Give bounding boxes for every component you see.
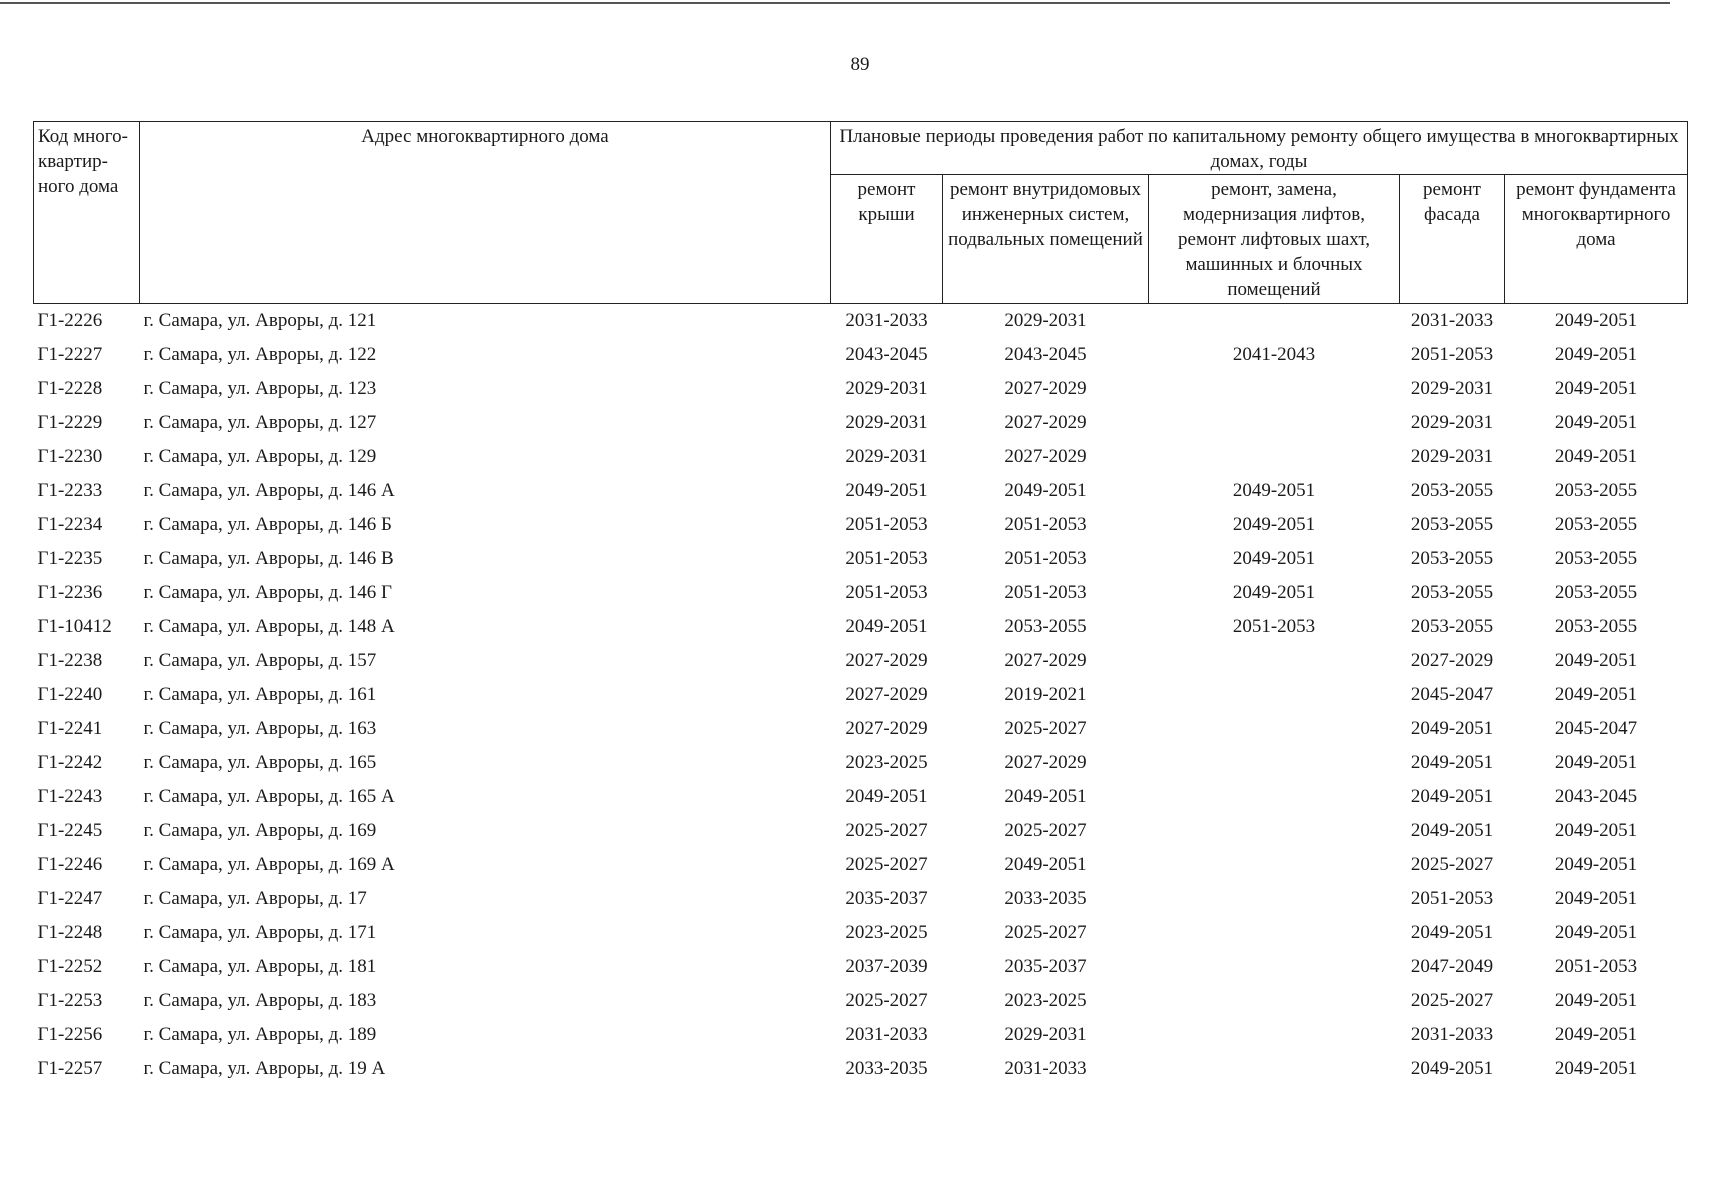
- cell-lifts: [1149, 746, 1400, 780]
- cell-lifts: [1149, 712, 1400, 746]
- cell-lifts: [1149, 1018, 1400, 1052]
- cell-address: г. Самара, ул. Авроры, д. 122: [143, 344, 377, 365]
- table-row: [34, 780, 1688, 814]
- cell-lifts: [1149, 1052, 1400, 1086]
- cell-lifts: [1149, 406, 1400, 440]
- cell-foundation: 2049-2051: [1554, 446, 1638, 467]
- cell-foundation: 2049-2051: [1554, 650, 1638, 671]
- cell-foundation: 2049-2051: [1554, 820, 1638, 841]
- cell-address: г. Самара, ул. Авроры, д. 148 А: [143, 616, 395, 637]
- cell-facade: 2049-2051: [1410, 786, 1494, 807]
- table-row: [34, 610, 1688, 644]
- cell-lifts: [1149, 372, 1400, 406]
- cell-engineering: 2029-2031: [1004, 1024, 1087, 1045]
- cell-address: г. Самара, ул. Авроры, д. 127: [143, 412, 377, 433]
- table-body: [34, 304, 1688, 1087]
- cell-foundation: 2051-2053: [1554, 956, 1638, 977]
- cell-facade: 2049-2051: [1410, 820, 1494, 841]
- cell-foundation: 2049-2051: [1554, 922, 1638, 943]
- cell-foundation: 2053-2055: [1554, 548, 1638, 569]
- cell-code: Г1-2229: [37, 412, 103, 433]
- cell-lifts: [1149, 984, 1400, 1018]
- cell-facade: 2031-2033: [1410, 310, 1494, 331]
- table-row: [34, 474, 1688, 508]
- cell-engineering: 2049-2051: [1004, 480, 1087, 501]
- cell-roof: 2029-2031: [845, 446, 928, 467]
- cell-roof: 2035-2037: [845, 888, 928, 909]
- table-row: [34, 576, 1688, 610]
- cell-facade: 2047-2049: [1410, 956, 1494, 977]
- cell-address: г. Самара, ул. Авроры, д. 146 В: [143, 548, 394, 569]
- cell-address: г. Самара, ул. Авроры, д. 165: [143, 752, 377, 773]
- cell-code: Г1-2228: [37, 378, 103, 399]
- cell-code: Г1-2230: [37, 446, 103, 467]
- cell-engineering: 2027-2029: [1004, 752, 1087, 773]
- cell-facade: 2049-2051: [1410, 1058, 1494, 1079]
- cell-engineering: 2049-2051: [1004, 786, 1087, 807]
- table-header: [34, 122, 1688, 304]
- cell-address: г. Самара, ул. Авроры, д. 189: [143, 1024, 377, 1045]
- table-row: [34, 678, 1688, 712]
- cell-address: г. Самара, ул. Авроры, д. 171: [143, 922, 377, 943]
- table-row: [34, 814, 1688, 848]
- cell-code: Г1-2227: [37, 344, 103, 365]
- cell-code: Г1-2247: [37, 888, 103, 909]
- cell-roof: 2023-2025: [845, 752, 928, 773]
- cell-lifts: [1149, 882, 1400, 916]
- cell-facade: 2049-2051: [1410, 922, 1494, 943]
- cell-foundation: 2049-2051: [1554, 310, 1638, 331]
- cell-roof: 2025-2027: [845, 854, 928, 875]
- cell-foundation: 2049-2051: [1554, 378, 1638, 399]
- cell-code: Г1-2242: [37, 752, 103, 773]
- cell-lifts: 2049-2051: [1232, 514, 1316, 535]
- cell-foundation: 2045-2047: [1554, 718, 1638, 739]
- cell-lifts: [1149, 678, 1400, 712]
- header-engineering: ремонт внутридомовых инженерных систем, подвальных помещений: [943, 175, 1149, 304]
- cell-roof: 2029-2031: [845, 412, 928, 433]
- cell-lifts: [1149, 848, 1400, 882]
- cell-foundation: 2049-2051: [1554, 412, 1638, 433]
- cell-lifts: [1149, 644, 1400, 678]
- cell-facade: 2053-2055: [1410, 548, 1494, 569]
- cell-foundation: 2049-2051: [1554, 990, 1638, 1011]
- cell-roof: 2027-2029: [845, 650, 928, 671]
- cell-roof: 2025-2027: [845, 820, 928, 841]
- page-number: 89: [850, 54, 870, 75]
- cell-code: Г1-2253: [37, 990, 103, 1011]
- cell-facade: 2029-2031: [1410, 446, 1494, 467]
- cell-roof: 2049-2051: [845, 786, 928, 807]
- cell-foundation: 2049-2051: [1554, 752, 1638, 773]
- cell-foundation: 2049-2051: [1554, 684, 1638, 705]
- cell-roof: 2031-2033: [845, 310, 928, 331]
- cell-roof: 2049-2051: [845, 616, 928, 637]
- cell-facade: 2049-2051: [1410, 718, 1494, 739]
- cell-address: г. Самара, ул. Авроры, д. 123: [143, 378, 377, 399]
- cell-foundation: 2049-2051: [1554, 344, 1638, 365]
- cell-roof: 2051-2053: [845, 582, 928, 603]
- cell-engineering: 2031-2033: [1004, 1058, 1087, 1079]
- cell-code: Г1-2248: [37, 922, 103, 943]
- table-row: [34, 440, 1688, 474]
- cell-code: Г1-2245: [37, 820, 103, 841]
- header-roof: ремонт крыши: [831, 175, 943, 304]
- cell-engineering: 2025-2027: [1004, 820, 1087, 841]
- cell-facade: 2025-2027: [1410, 854, 1494, 875]
- cell-address: г. Самара, ул. Авроры, д. 129: [143, 446, 377, 467]
- cell-roof: 2049-2051: [845, 480, 928, 501]
- cell-code: Г1-2246: [37, 854, 103, 875]
- cell-code: Г1-2234: [37, 514, 103, 535]
- cell-engineering: 2025-2027: [1004, 922, 1087, 943]
- table-row: [34, 338, 1688, 372]
- cell-engineering: 2019-2021: [1004, 684, 1087, 705]
- cell-engineering: 2025-2027: [1004, 718, 1087, 739]
- cell-roof: 2025-2027: [845, 990, 928, 1011]
- cell-facade: 2025-2027: [1410, 990, 1494, 1011]
- cell-roof: 2037-2039: [845, 956, 928, 977]
- cell-foundation: 2053-2055: [1554, 582, 1638, 603]
- cell-lifts: [1149, 440, 1400, 474]
- cell-address: г. Самара, ул. Авроры, д. 169 А: [143, 854, 395, 875]
- table-row: [34, 406, 1688, 440]
- cell-code: Г1-10412: [37, 616, 112, 637]
- table-row: [34, 372, 1688, 406]
- cell-foundation: 2053-2055: [1554, 480, 1638, 501]
- cell-engineering: 2027-2029: [1004, 412, 1087, 433]
- header-foundation: ремонт фундамента многоквартирного дома: [1505, 175, 1688, 304]
- cell-engineering: 2023-2025: [1004, 990, 1087, 1011]
- header-code: Код много-квартир-ного дома: [34, 122, 140, 304]
- cell-engineering: 2035-2037: [1004, 956, 1087, 977]
- cell-facade: 2053-2055: [1410, 480, 1494, 501]
- cell-roof: 2051-2053: [845, 548, 928, 569]
- cell-engineering: 2029-2031: [1004, 310, 1087, 331]
- table-row: [34, 712, 1688, 746]
- cell-foundation: 2049-2051: [1554, 1058, 1638, 1079]
- cell-address: г. Самара, ул. Авроры, д. 165 А: [143, 786, 395, 807]
- cell-address: г. Самара, ул. Авроры, д. 146 А: [143, 480, 395, 501]
- cell-facade: 2029-2031: [1410, 378, 1494, 399]
- cell-foundation: 2049-2051: [1554, 854, 1638, 875]
- header-row-top: [34, 122, 1688, 175]
- cell-engineering: 2051-2053: [1004, 548, 1087, 569]
- cell-facade: 2045-2047: [1410, 684, 1494, 705]
- cell-lifts: [1149, 814, 1400, 848]
- table-row: [34, 882, 1688, 916]
- cell-engineering: 2027-2029: [1004, 378, 1087, 399]
- cell-facade: 2029-2031: [1410, 412, 1494, 433]
- cell-address: г. Самара, ул. Авроры, д. 161: [143, 684, 377, 705]
- header-periods-group: Плановые периоды проведения работ по капитальному ремонту общего имущества в многоквартирных домах, годы: [831, 122, 1688, 175]
- cell-foundation: 2053-2055: [1554, 514, 1638, 535]
- cell-code: Г1-2252: [37, 956, 103, 977]
- table-row: [34, 644, 1688, 678]
- cell-foundation: 2053-2055: [1554, 616, 1638, 637]
- table-row: [34, 848, 1688, 882]
- cell-lifts: 2049-2051: [1232, 480, 1316, 501]
- cell-code: Г1-2240: [37, 684, 103, 705]
- cell-foundation: 2049-2051: [1554, 1024, 1638, 1045]
- cell-roof: 2031-2033: [845, 1024, 928, 1045]
- table-row: [34, 950, 1688, 984]
- header-address: Адрес многоквартирного дома: [140, 122, 831, 304]
- table-row: [34, 304, 1688, 339]
- cell-roof: 2033-2035: [845, 1058, 928, 1079]
- cell-address: г. Самара, ул. Авроры, д. 157: [143, 650, 377, 671]
- header-facade: ремонт фасада: [1400, 175, 1505, 304]
- table-row: [34, 746, 1688, 780]
- cell-code: Г1-2257: [37, 1058, 103, 1079]
- cell-address: г. Самара, ул. Авроры, д. 169: [143, 820, 377, 841]
- cell-lifts: 2051-2053: [1232, 616, 1316, 637]
- cell-engineering: 2027-2029: [1004, 650, 1087, 671]
- cell-code: Г1-2238: [37, 650, 103, 671]
- cell-lifts: [1149, 916, 1400, 950]
- cell-code: Г1-2235: [37, 548, 103, 569]
- cell-address: г. Самара, ул. Авроры, д. 146 Б: [143, 514, 392, 535]
- cell-roof: 2027-2029: [845, 684, 928, 705]
- cell-code: Г1-2243: [37, 786, 103, 807]
- cell-engineering: 2027-2029: [1004, 446, 1087, 467]
- cell-lifts: [1149, 950, 1400, 984]
- table-row: [34, 916, 1688, 950]
- cell-roof: 2029-2031: [845, 378, 928, 399]
- cell-engineering: 2053-2055: [1004, 616, 1087, 637]
- table-row: [34, 542, 1688, 576]
- table-row: [34, 984, 1688, 1018]
- cell-facade: 2051-2053: [1410, 344, 1494, 365]
- cell-lifts: 2049-2051: [1232, 548, 1316, 569]
- cell-roof: 2051-2053: [845, 514, 928, 535]
- cell-engineering: 2051-2053: [1004, 582, 1087, 603]
- table-row: [34, 1018, 1688, 1052]
- cell-facade: 2053-2055: [1410, 514, 1494, 535]
- header-lifts: ремонт, замена, модернизация лифтов, ремонт лифтовых шахт, машинных и блочных помещений: [1149, 175, 1400, 304]
- cell-address: г. Самара, ул. Авроры, д. 163: [143, 718, 377, 739]
- cell-code: Г1-2226: [37, 310, 103, 331]
- cell-roof: 2023-2025: [845, 922, 928, 943]
- repair-schedule-table: [33, 121, 1688, 1086]
- cell-roof: 2043-2045: [845, 344, 928, 365]
- cell-lifts: 2049-2051: [1232, 582, 1316, 603]
- cell-lifts: [1149, 780, 1400, 814]
- cell-engineering: 2051-2053: [1004, 514, 1087, 535]
- cell-engineering: 2043-2045: [1004, 344, 1087, 365]
- cell-code: Г1-2236: [37, 582, 103, 603]
- cell-code: Г1-2241: [37, 718, 103, 739]
- cell-foundation: 2043-2045: [1554, 786, 1638, 807]
- table-row: [34, 1052, 1688, 1086]
- cell-address: г. Самара, ул. Авроры, д. 19 А: [143, 1058, 386, 1079]
- top-rule: [0, 2, 1670, 4]
- cell-address: г. Самара, ул. Авроры, д. 183: [143, 990, 377, 1011]
- cell-address: г. Самара, ул. Авроры, д. 181: [143, 956, 377, 977]
- cell-facade: 2053-2055: [1410, 582, 1494, 603]
- cell-code: Г1-2233: [37, 480, 103, 501]
- cell-address: г. Самара, ул. Авроры, д. 121: [143, 310, 377, 331]
- cell-facade: 2031-2033: [1410, 1024, 1494, 1045]
- cell-roof: 2027-2029: [845, 718, 928, 739]
- cell-facade: 2053-2055: [1410, 616, 1494, 637]
- cell-facade: 2051-2053: [1410, 888, 1494, 909]
- cell-address: г. Самара, ул. Авроры, д. 146 Г: [143, 582, 393, 603]
- cell-facade: 2027-2029: [1410, 650, 1494, 671]
- cell-lifts: 2041-2043: [1232, 344, 1316, 365]
- cell-address: г. Самара, ул. Авроры, д. 17: [143, 888, 367, 909]
- cell-lifts: [1149, 304, 1400, 339]
- cell-engineering: 2033-2035: [1004, 888, 1087, 909]
- cell-code: Г1-2256: [37, 1024, 103, 1045]
- cell-engineering: 2049-2051: [1004, 854, 1087, 875]
- cell-foundation: 2049-2051: [1554, 888, 1638, 909]
- table-row: [34, 508, 1688, 542]
- cell-facade: 2049-2051: [1410, 752, 1494, 773]
